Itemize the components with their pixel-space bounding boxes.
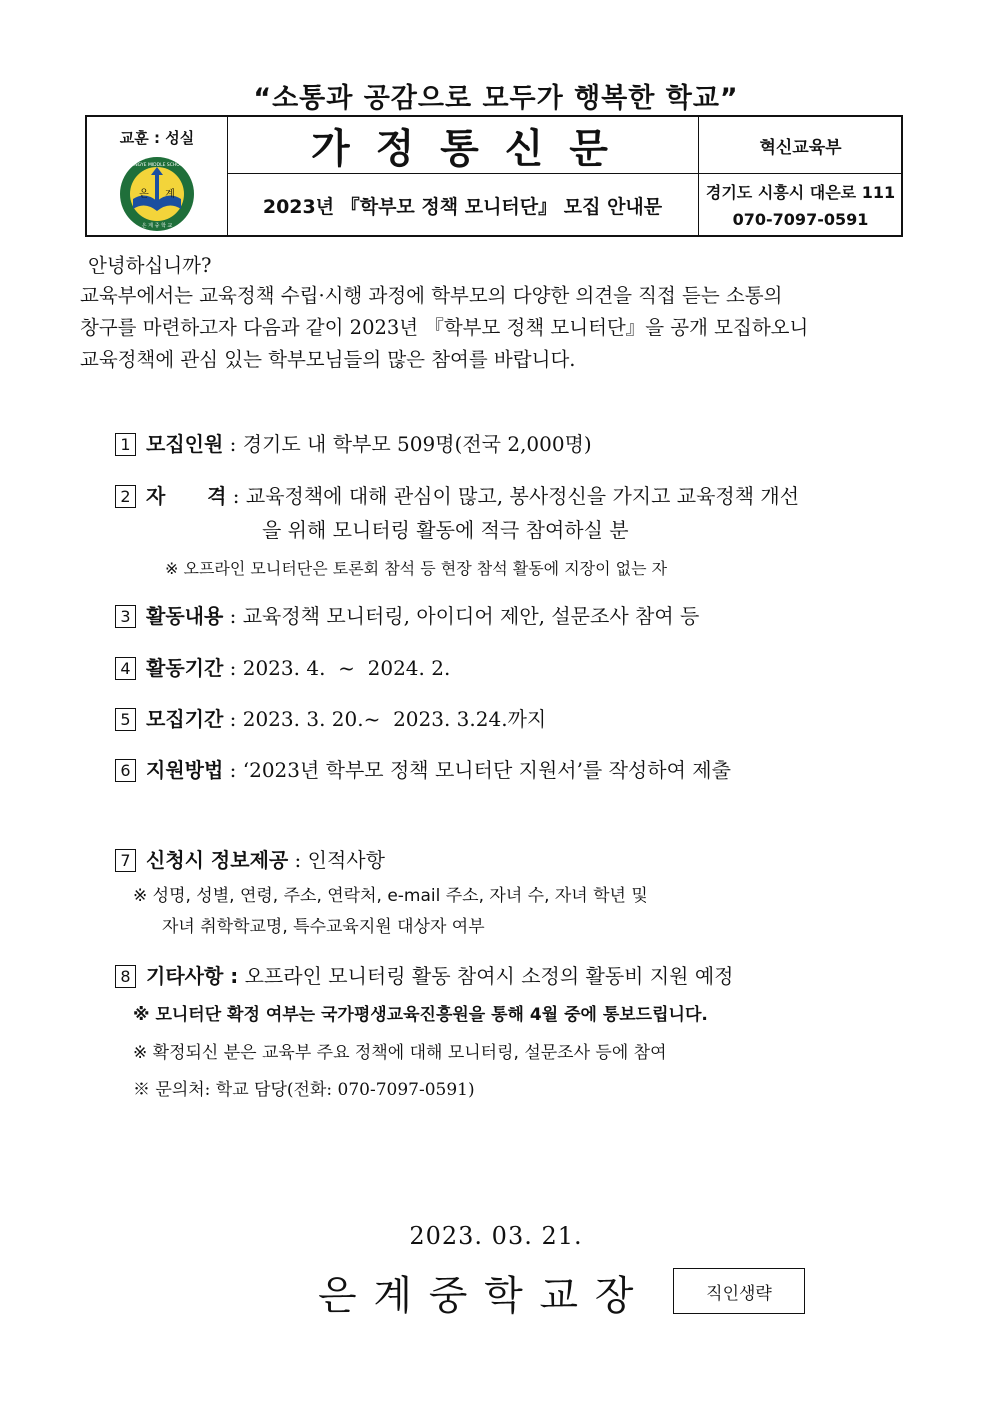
intro-line-1: 교육부에서는 교육정책 수립·시행 과정에 학부모의 다양한 의견을 직접 듣는 소통의 bbox=[80, 284, 783, 307]
item-text: : 경기도 내 학부모 509명(전국 2,000명) bbox=[223, 432, 592, 456]
item-information-note-continued: 자녀 취학학교명, 특수교육지원 대상자 여부 bbox=[162, 917, 485, 937]
item-application-method bbox=[115, 754, 731, 783]
svg-text:은 계 중 학 교: 은 계 중 학 교 bbox=[141, 223, 173, 229]
svg-text:은: 은 bbox=[139, 189, 149, 200]
school-creed-label: 교훈 : 성실 bbox=[119, 128, 195, 147]
intro-line-3: 교육정책에 관심 있는 학부모님들의 많은 참여를 바랍니다. bbox=[80, 348, 576, 371]
school-address: 경기도 시흥시 대은로 111 bbox=[705, 182, 896, 202]
item-label: 지원방법 bbox=[146, 758, 224, 782]
item-other-matters bbox=[115, 960, 733, 989]
svg-text:계: 계 bbox=[165, 189, 175, 200]
item-text: : 2023. 4. ~ 2024. 2. bbox=[223, 656, 451, 680]
item-label: 신청시 정보제공 bbox=[146, 848, 289, 872]
seal-omitted-box: 직인생략 bbox=[673, 1268, 805, 1314]
item-number: 1 bbox=[115, 433, 136, 456]
school-logo bbox=[113, 155, 201, 233]
contact-note: ※ 문의처: 학교 담당(전화: 070-7097-0591) bbox=[133, 1080, 475, 1100]
item-text: : 교육정책에 대해 관심이 많고, 봉사정신을 가지고 교육정책 개선 bbox=[226, 484, 800, 508]
item-label: 활동기간 bbox=[146, 656, 224, 680]
school-logo-emblem bbox=[113, 155, 201, 233]
item-qualification-note: ※ 오프라인 모니터단은 토론회 참석 등 현장 참석 활동에 지장이 없는 자 bbox=[165, 559, 668, 578]
item-number: 3 bbox=[115, 605, 136, 628]
item-qualification bbox=[115, 480, 799, 509]
school-motto: “소통과 공감으로 모두가 행복한 학교” bbox=[253, 83, 739, 114]
item-label: 모집기간 bbox=[146, 707, 224, 731]
item-number: 6 bbox=[115, 759, 136, 782]
item-recruitment-count bbox=[115, 428, 592, 457]
item-label: 모집인원 bbox=[146, 432, 224, 456]
school-phone: 070-7097-0591 bbox=[732, 209, 869, 229]
document-title: 가 정 통 신 문 bbox=[311, 124, 614, 172]
item-recruitment-period bbox=[115, 703, 546, 732]
item-label: 활동내용 bbox=[146, 604, 224, 628]
item-information-provided bbox=[115, 844, 385, 873]
greeting: 안녕하십니까? bbox=[88, 254, 212, 277]
intro-line-2: 창구를 마련하고자 다음과 같이 2023년 『학부모 정책 모니터단』을 공개 모집하오니 bbox=[80, 316, 809, 339]
item-activity-period bbox=[115, 652, 450, 681]
item-text: : 2023. 3. 20.~ 2023. 3.24.까지 bbox=[223, 707, 547, 731]
department-name: 혁신교육부 bbox=[759, 137, 842, 158]
document-subtitle: 2023년 『학부모 정책 모니터단』 모집 안내문 bbox=[262, 195, 663, 218]
item-number: 2 bbox=[115, 485, 136, 508]
item-text: : 교육정책 모니터링, 아이디어 제안, 설문조사 참여 등 bbox=[223, 604, 700, 628]
header-table bbox=[85, 115, 903, 237]
signer-name: 은 계 중 학 교 장 bbox=[318, 1273, 636, 1319]
item-label: 자 격 bbox=[146, 484, 227, 508]
document-date: 2023. 03. 21. bbox=[409, 1222, 583, 1250]
item-number: 4 bbox=[115, 657, 136, 680]
confirmation-note: ※ 모니터단 확정 여부는 국가평생교육진흥원을 통해 4월 중에 통보드립니다. bbox=[133, 1005, 708, 1025]
item-text: : ‘2023년 학부모 정책 모니터단 지원서’를 작성하여 제출 bbox=[223, 758, 731, 782]
item-text: 오프라인 모니터링 활동 참여시 소정의 활동비 지원 예정 bbox=[238, 964, 734, 988]
item-number: 5 bbox=[115, 708, 136, 731]
item-text: : 인적사항 bbox=[288, 848, 385, 872]
item-label: 기타사항 : bbox=[146, 964, 239, 988]
svg-text:EUNGYE MIDDLE SCHOOL: EUNGYE MIDDLE SCHOOL bbox=[128, 163, 186, 168]
item-activity-content bbox=[115, 600, 699, 629]
item-number: 7 bbox=[115, 849, 136, 872]
participation-note: ※ 확정되신 분은 교육부 주요 정책에 대해 모니터링, 설문조사 등에 참여 bbox=[133, 1043, 667, 1063]
item-information-note: ※ 성명, 성별, 연령, 주소, 연락처, e-mail 주소, 자녀 수, 자녀 학년 및 bbox=[133, 886, 648, 906]
item-qualification-continued: 을 위해 모니터링 활동에 적극 참여하실 분 bbox=[262, 518, 629, 542]
item-number: 8 bbox=[115, 965, 136, 988]
